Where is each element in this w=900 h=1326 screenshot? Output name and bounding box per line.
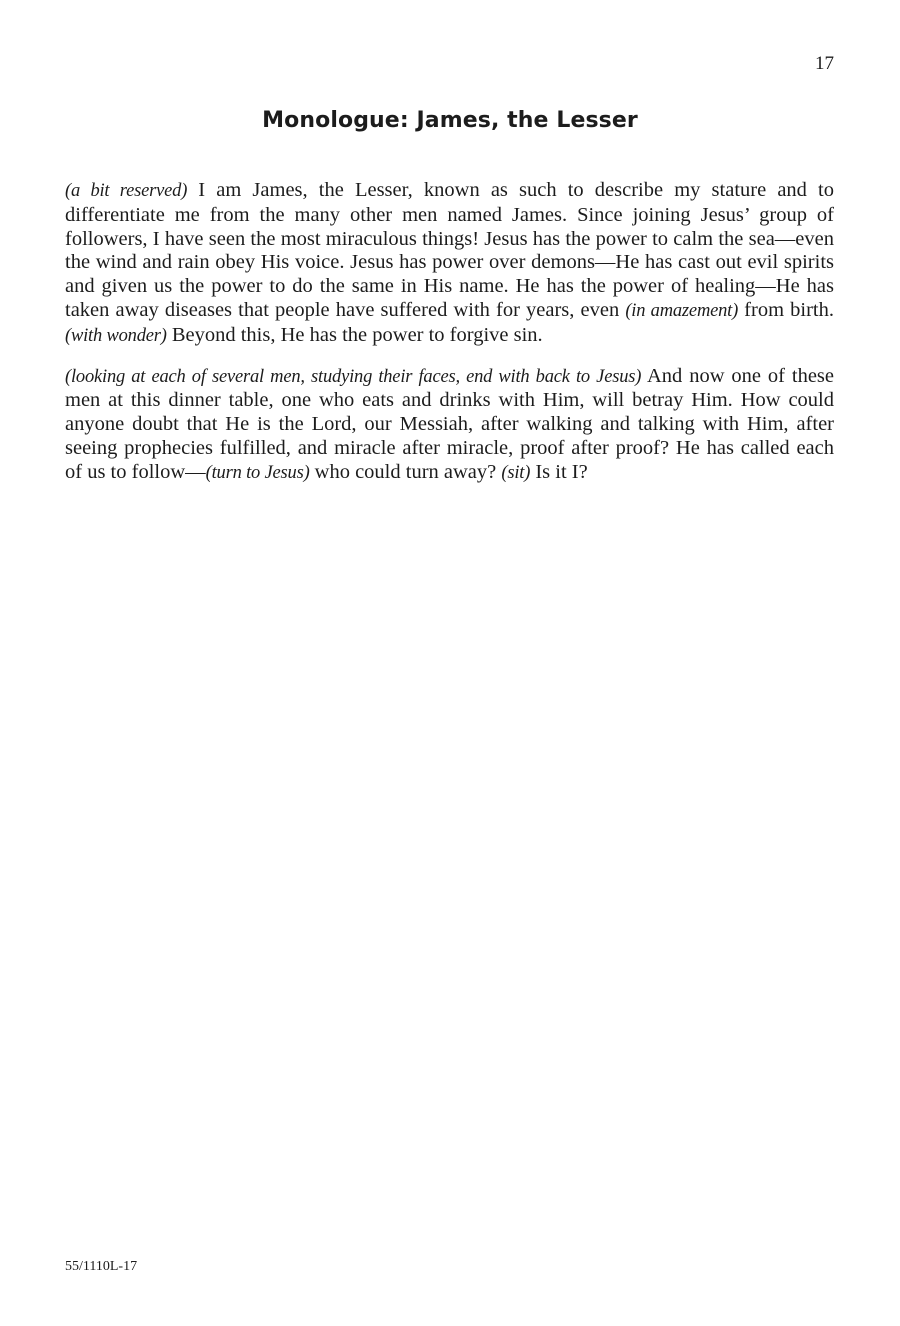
stage-direction: (in amazement) <box>625 300 739 321</box>
stage-direction: (a bit reserved) <box>65 181 188 201</box>
dialogue-text: who could turn away? <box>309 460 502 483</box>
dialogue-text: from birth. <box>738 298 834 321</box>
stage-direction: (sit) <box>501 462 531 483</box>
dialogue-text: Beyond this, He has the power to forgive sin. <box>166 323 543 346</box>
footer-code: 55/1110L-17 <box>65 1259 138 1274</box>
monologue-paragraph-2 <box>65 365 834 486</box>
dialogue-text: And now one of these men at this dinner table, one who eats and drinks with Him, will betray Him. How could anyone doubt that He is the Lord, our Messiah, after walking and talking with Him, after seeing prophecies fulfilled, and miracle after miracle, proof after proof? He has called each of us to follow— <box>65 364 834 483</box>
stage-direction: (turn to Jesus) <box>205 462 310 483</box>
page-number: 17 <box>815 53 834 74</box>
dialogue-text: I am James, the Lesser, known as such to describe my stature and to differentiate me from the many other men named James. Since joining Jesus’ group of followers, I have seen the most miraculous things! Jesus has the power to calm the sea—even the wind and rain obey His voice. Jesus has power over demons—He has cast out evil spirits and given us the power to do the same in His name. He has the power of healing—He has taken away diseases that people have suffered with for years, even <box>65 179 834 321</box>
monologue-paragraph-1 <box>65 179 834 349</box>
dialogue-text: Is it I? <box>530 460 588 483</box>
monologue-body <box>65 179 834 502</box>
page-title: Monologue: James, the Lesser <box>262 108 638 133</box>
stage-direction: (looking at each of several men, studying their faces, end with back to Jesus) <box>65 366 642 387</box>
stage-direction: (with wonder) <box>65 325 167 346</box>
